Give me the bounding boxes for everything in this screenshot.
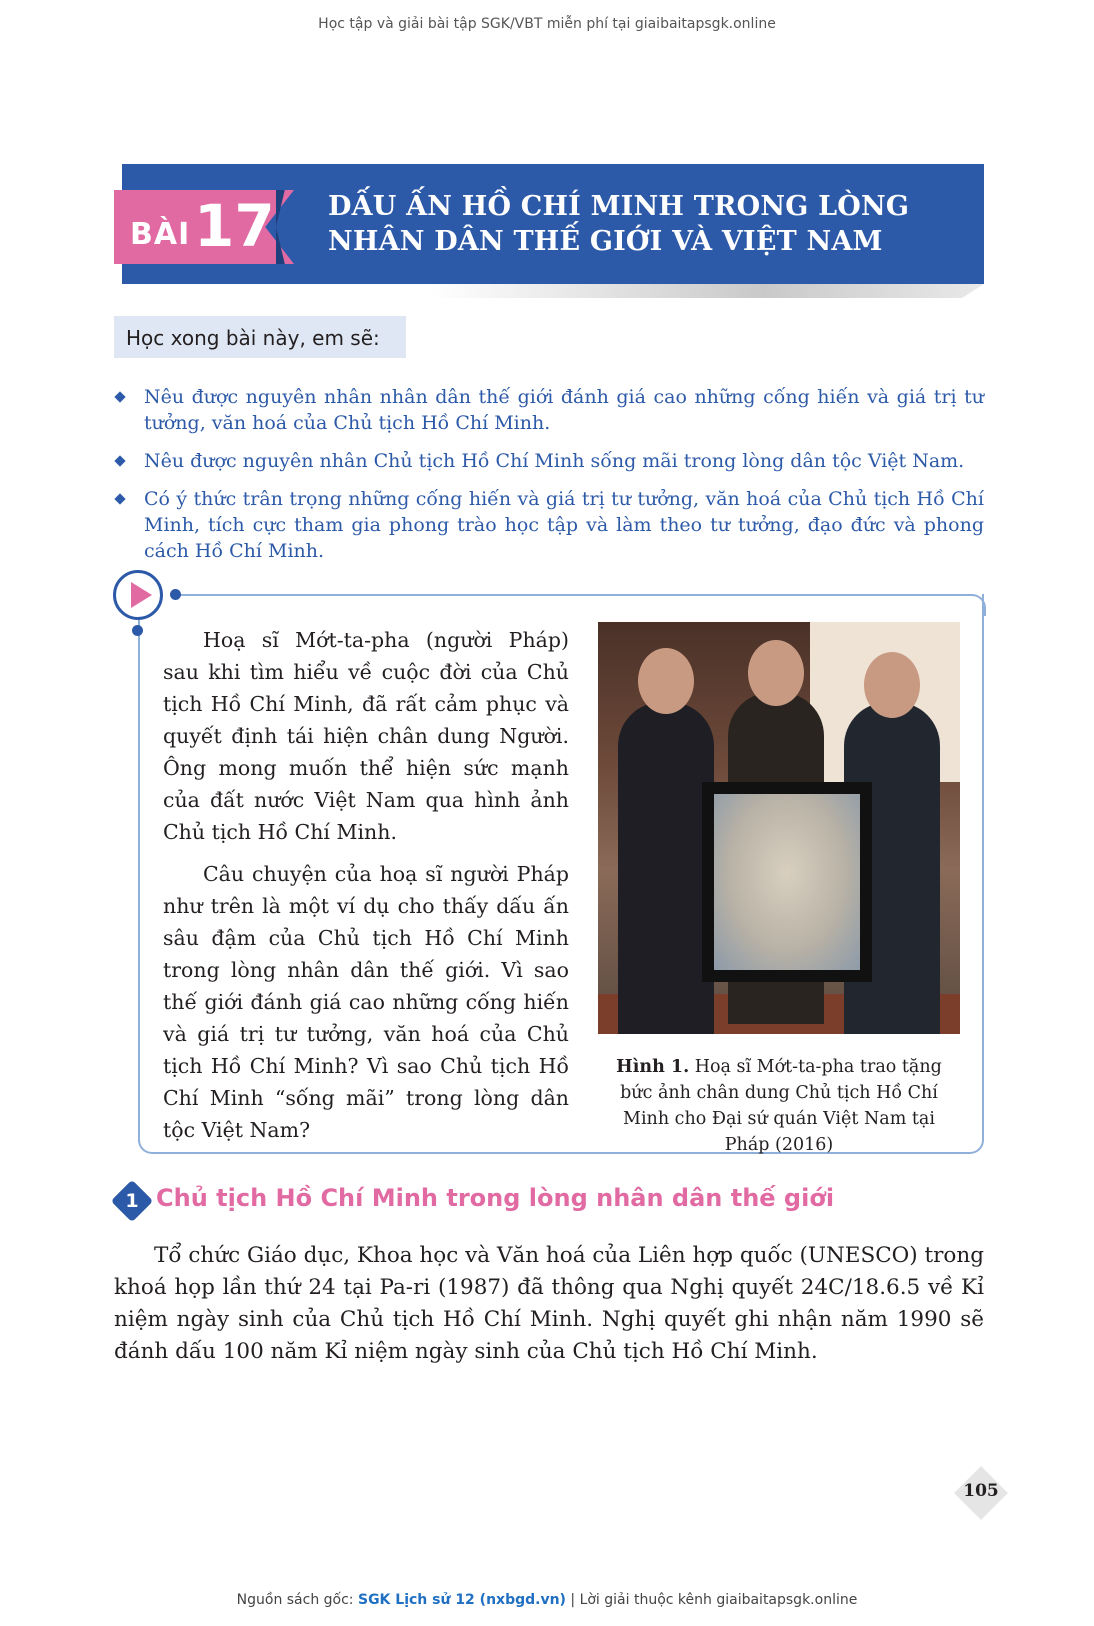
lesson-title-line-2: NHÂN DÂN THẾ GIỚI VÀ VIỆT NAM [328, 226, 883, 257]
intro-text [163, 624, 569, 1156]
objective-text: Nêu được nguyên nhân nhân dân thế giới đánh giá cao những cống hiến và giá trị tư tưởng, văn hoá của Chủ tịch Hồ Chí Minh. [144, 386, 984, 434]
figure-label: Hình 1. [616, 1057, 690, 1077]
footer-suffix: | Lời giải thuộc kênh giaibaitapsgk.online [565, 1592, 858, 1608]
diamond-bullet-icon [114, 391, 125, 402]
intro-box-topline [176, 594, 970, 596]
figure-caption-text: Hoạ sĩ Mớt-ta-pha trao tặng bức ảnh chân dung Chủ tịch Hồ Chí Minh cho Đại sứ quán Việt Nam tại Pháp (2016) [620, 1057, 942, 1155]
intro-paragraph-1: Hoạ sĩ Mớt-ta-pha (người Pháp) sau khi tìm hiểu về cuộc đời của Chủ tịch Hồ Chí Minh, đã rất cảm phục và quyết định tái hiện chân dung Người. Ông mong muốn thể hiện sức mạnh của đất nước Việt Nam qua hình ảnh Chủ tịch Hồ Chí Minh. [163, 628, 569, 844]
portrait-painting [714, 794, 860, 970]
photo-head [864, 652, 920, 718]
lesson-title-line-1: DẤU ẤN HỒ CHÍ MINH TRONG LÒNG [328, 191, 910, 222]
page-number: 105 [963, 1481, 999, 1501]
objective-item [114, 384, 984, 436]
figure-1-caption [598, 1054, 960, 1158]
play-icon [131, 582, 152, 608]
footer [0, 1592, 1094, 1608]
photo-person [618, 702, 714, 1034]
section-number: 1 [125, 1190, 139, 1212]
objective-text: Có ý thức trân trọng những cống hiến và giá trị tư tưởng, văn hoá của Chủ tịch Hồ Chí Minh, tích cực tham gia phong trào học tập và làm theo tư tưởng, đạo đức và phong cách Hồ Chí Minh. [144, 488, 984, 562]
diamond-bullet-icon [114, 493, 125, 504]
objective-item [114, 448, 984, 474]
intro-paragraph-2: Câu chuyện của hoạ sĩ người Pháp như trên là một ví dụ cho thấy dấu ấn sâu đậm của Chủ tịch Hồ Chí Minh trong lòng nhân dân thế giới. Vì sao thế giới đánh giá cao những cống hiến và giá trị tư tưởng, văn hoá của Chủ tịch Hồ Chí Minh? Vì sao Chủ tịch Hồ Chí Minh “sống mãi” trong lòng dân tộc Việt Nam? [163, 862, 569, 1142]
photo-head [748, 640, 804, 706]
intro-box-dot [132, 625, 143, 636]
footer-prefix: Nguồn sách gốc: [236, 1592, 358, 1608]
objectives-label: Học xong bài này, em sẽ: [114, 316, 406, 358]
section-title: Chủ tịch Hồ Chí Minh trong lòng nhân dân thế giới [156, 1184, 835, 1212]
banner-shadow [430, 284, 984, 298]
intro-box-dot [170, 589, 181, 600]
objectives-list [114, 384, 984, 576]
figure-1-photo [598, 622, 960, 1034]
diamond-bullet-icon [114, 455, 125, 466]
footer-source-link[interactable]: SGK Lịch sử 12 (nxbgd.vn) [357, 1592, 566, 1608]
photo-head [638, 648, 694, 714]
top-note: Học tập và giải bài tập SGK/VBT miễn phí tại giaibaitapsgk.online [318, 16, 776, 32]
objective-text: Nêu được nguyên nhân Chủ tịch Hồ Chí Minh sống mãi trong lòng dân tộc Việt Nam. [144, 450, 965, 472]
lesson-number: 17 [194, 192, 275, 260]
section-body: Tổ chức Giáo dục, Khoa học và Văn hoá của Liên hợp quốc (UNESCO) trong khoá họp lần thứ 24 tại Pa-ri (1987) đã thông qua Nghị quyết 24C/18.6.5 về Kỉ niệm ngày sinh của Chủ tịch Hồ Chí Minh. Nghị quyết ghi nhận năm 1990 sẽ đánh dấu 100 năm Kỉ niệm ngày sinh của Chủ tịch Hồ Chí Minh. [114, 1243, 984, 1364]
lesson-word: BÀI [130, 217, 191, 252]
portrait-frame [702, 782, 872, 982]
objective-item [114, 486, 984, 564]
